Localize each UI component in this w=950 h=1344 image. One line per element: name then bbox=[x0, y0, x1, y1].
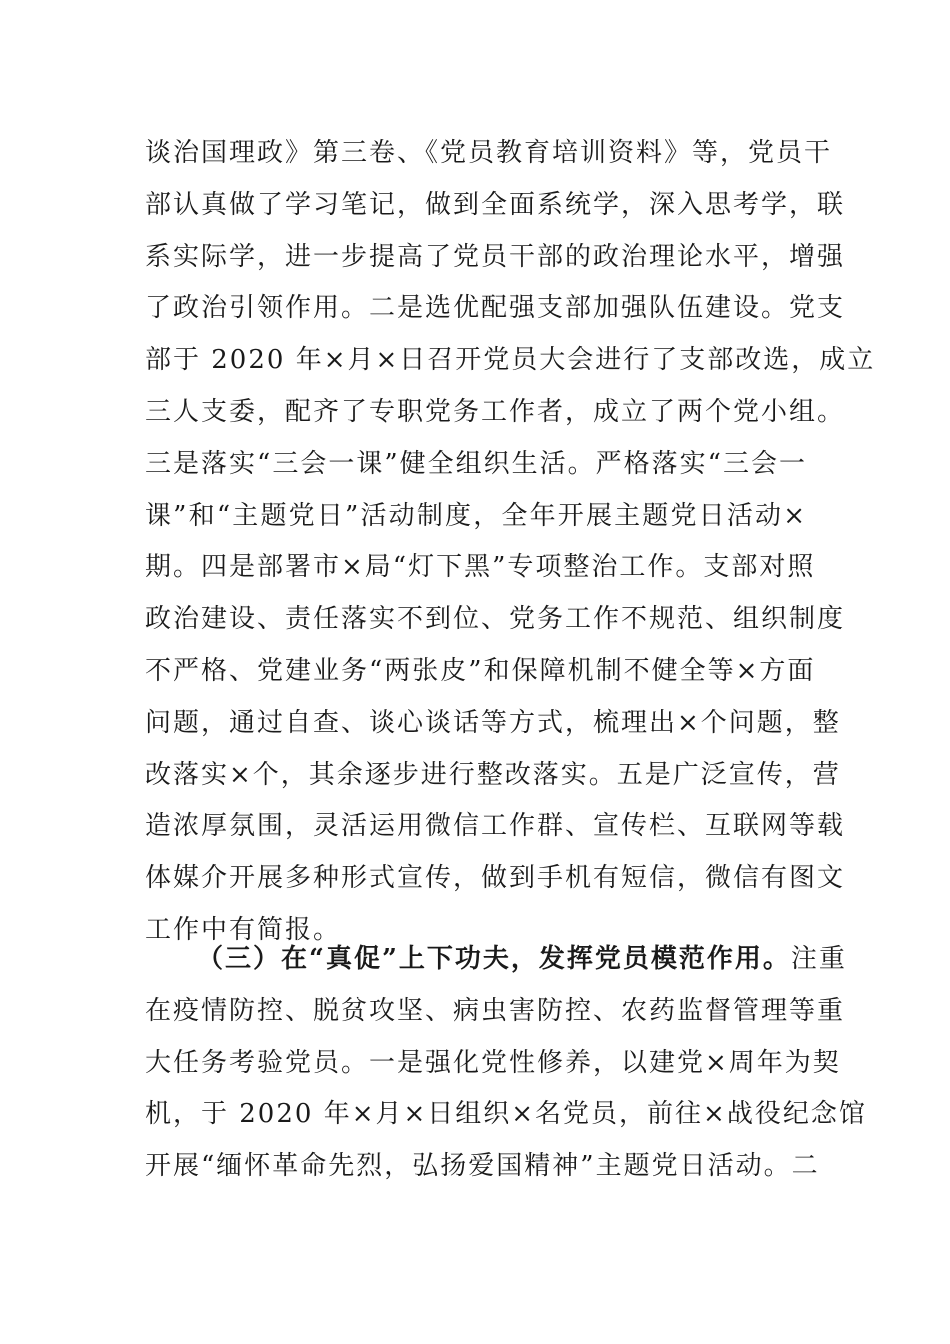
text-line: 不严格、党建业务“两张皮”和保障机制不健全等×方面 bbox=[145, 655, 816, 686]
text-line: 了政治引领作用。二是选优配强支部加强队伍建设。党支 bbox=[145, 293, 846, 324]
text-run: 注重 bbox=[790, 944, 847, 974]
text-line: 三人支委，配齐了专职党务工作者，成立了两个党小组。 bbox=[145, 396, 846, 427]
text-line: 系实际学，进一步提高了党员干部的政治理论水平，增强 bbox=[145, 241, 846, 272]
text-line: 开展“缅怀革命先烈，弘扬爱国精神”主题党日活动。二 bbox=[145, 1151, 820, 1182]
section-heading: （三）在“真促”上下功夫，发挥党员模范作用。 bbox=[197, 944, 791, 974]
text-line: 大任务考验党员。一是强化党性修养，以建党×周年为契 bbox=[145, 1047, 841, 1078]
text-line: 改落实×个，其余逐步进行整改落实。五是广泛宣传，营 bbox=[145, 759, 841, 790]
text-line: 课”和“主题党日”活动制度，全年开展主题党日活动× bbox=[145, 500, 807, 531]
text-line: 问题，通过自查、谈心谈话等方式，梳理出×个问题，整 bbox=[145, 707, 841, 738]
text-line: 部认真做了学习笔记，做到全面系统学，深入思考学，联 bbox=[145, 189, 846, 220]
body-paragraph bbox=[145, 128, 876, 957]
text-line: 工作中有简报。 bbox=[145, 914, 342, 945]
text-line: 体媒介开展多种形式宣传，做到手机有短信，微信有图文 bbox=[145, 863, 846, 894]
text-line: 部于 2020 年×月×日召开党员大会进行了支部改选，成立 bbox=[145, 345, 876, 376]
text-line: 谈治国理政》第三卷、《党员教育培训资料》等，党员干 bbox=[145, 138, 833, 168]
text-line: 政治建设、责任落实不到位、党务工作不规范、组织制度 bbox=[145, 604, 846, 635]
text-line: 在疫情防控、脱贫攻坚、病虫害防控、农药监督管理等重 bbox=[145, 995, 846, 1026]
text-line: 三是落实“三会一课”健全组织生活。严格落实“三会一 bbox=[145, 448, 807, 479]
section-first-line bbox=[145, 934, 847, 986]
section-paragraph bbox=[145, 934, 867, 1193]
text-line: 机，于 2020 年×月×日组织×名党员，前往×战役纪念馆 bbox=[145, 1099, 867, 1130]
text-line: 造浓厚氛围，灵活运用微信工作群、宣传栏、互联网等载 bbox=[145, 811, 846, 842]
text-line: 期。四是部署市×局“灯下黑”专项整治工作。支部对照 bbox=[145, 552, 816, 583]
